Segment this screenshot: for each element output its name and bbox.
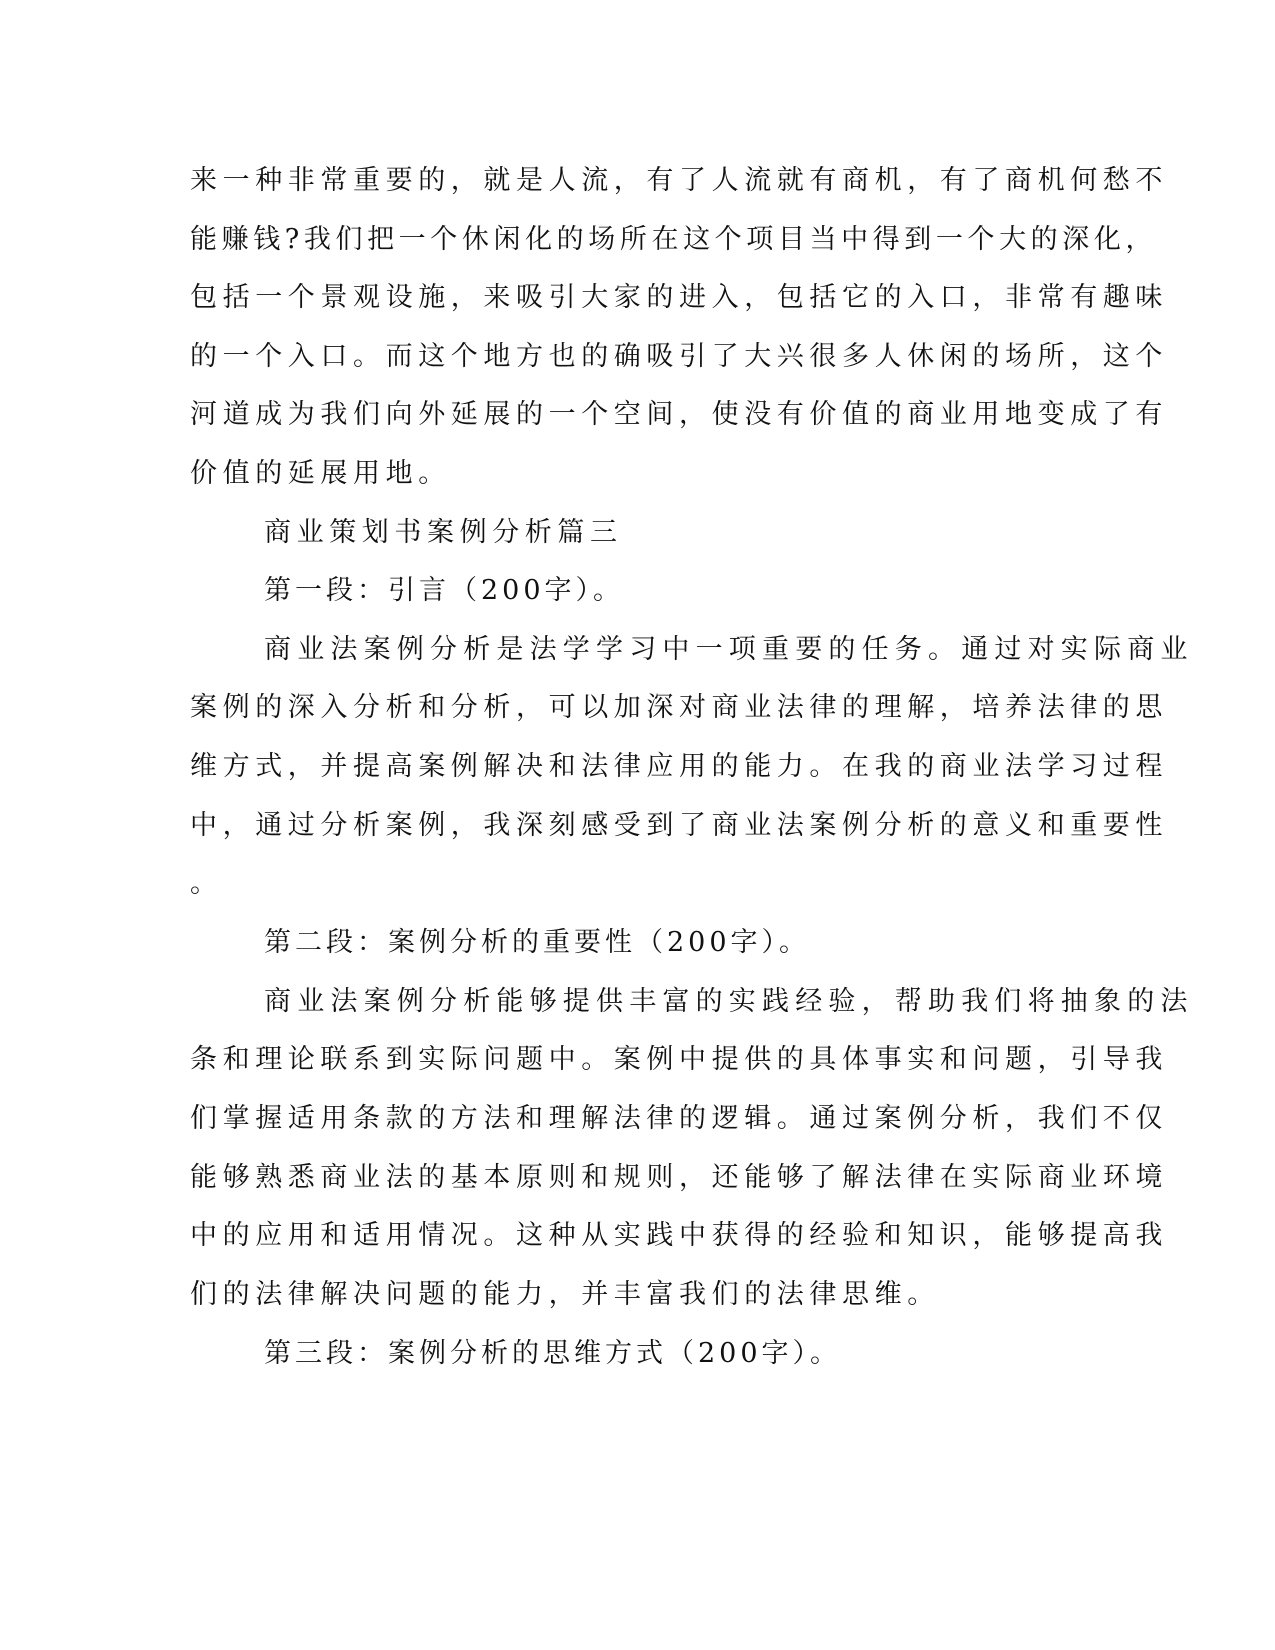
paragraph-heading-1: 第一段：引言（200字）。	[264, 575, 625, 606]
text-line-5: 河道成为我们向外延展的一个空间，使没有价值的商业用地变成了有	[190, 399, 1168, 430]
text-line-20: 们的法律解决问题的能力，并丰富我们的法律思维。	[190, 1279, 940, 1310]
paragraph-heading-3: 第三段：案例分析的思维方式（200字）。	[264, 1338, 842, 1369]
text-line-11: 维方式，并提高案例解决和法律应用的能力。在我的商业法学习过程	[190, 751, 1168, 782]
text-line-9: 商业法案例分析是法学学习中一项重要的任务。通过对实际商业	[264, 634, 1194, 665]
text-line-18: 能够熟悉商业法的基本原则和规则，还能够了解法律在实际商业环境	[190, 1162, 1168, 1193]
text-line-10: 案例的深入分析和分析，可以加深对商业法律的理解，培养法律的思	[190, 692, 1168, 723]
text-line-3: 包括一个景观设施，来吸引大家的进入，包括它的入口，非常有趣味	[190, 282, 1168, 313]
text-line-4: 的一个入口。而这个地方也的确吸引了大兴很多人休闲的场所，这个	[190, 341, 1168, 372]
text-line-19: 中的应用和适用情况。这种从实践中获得的经验和知识，能够提高我	[190, 1220, 1168, 1251]
text-line-15: 商业法案例分析能够提供丰富的实践经验，帮助我们将抽象的法	[264, 986, 1194, 1017]
section-title: 商业策划书案例分析篇三	[264, 517, 623, 548]
text-line-17: 们掌握适用条款的方法和理解法律的逻辑。通过案例分析，我们不仅	[190, 1103, 1168, 1134]
text-line-6: 价值的延展用地。	[190, 458, 451, 489]
text-line-16: 条和理论联系到实际问题中。案例中提供的具体事实和问题，引导我	[190, 1044, 1168, 1075]
text-line-12: 中，通过分析案例，我深刻感受到了商业法案例分析的意义和重要性	[190, 810, 1168, 841]
paragraph-heading-2: 第二段：案例分析的重要性（200字）。	[264, 927, 811, 958]
text-line-2: 能赚钱?我们把一个休闲化的场所在这个项目当中得到一个大的深化，	[190, 224, 1158, 255]
text-line-13: 。	[190, 868, 223, 899]
text-line-1: 来一种非常重要的，就是人流，有了人流就有商机，有了商机何愁不	[190, 165, 1168, 196]
